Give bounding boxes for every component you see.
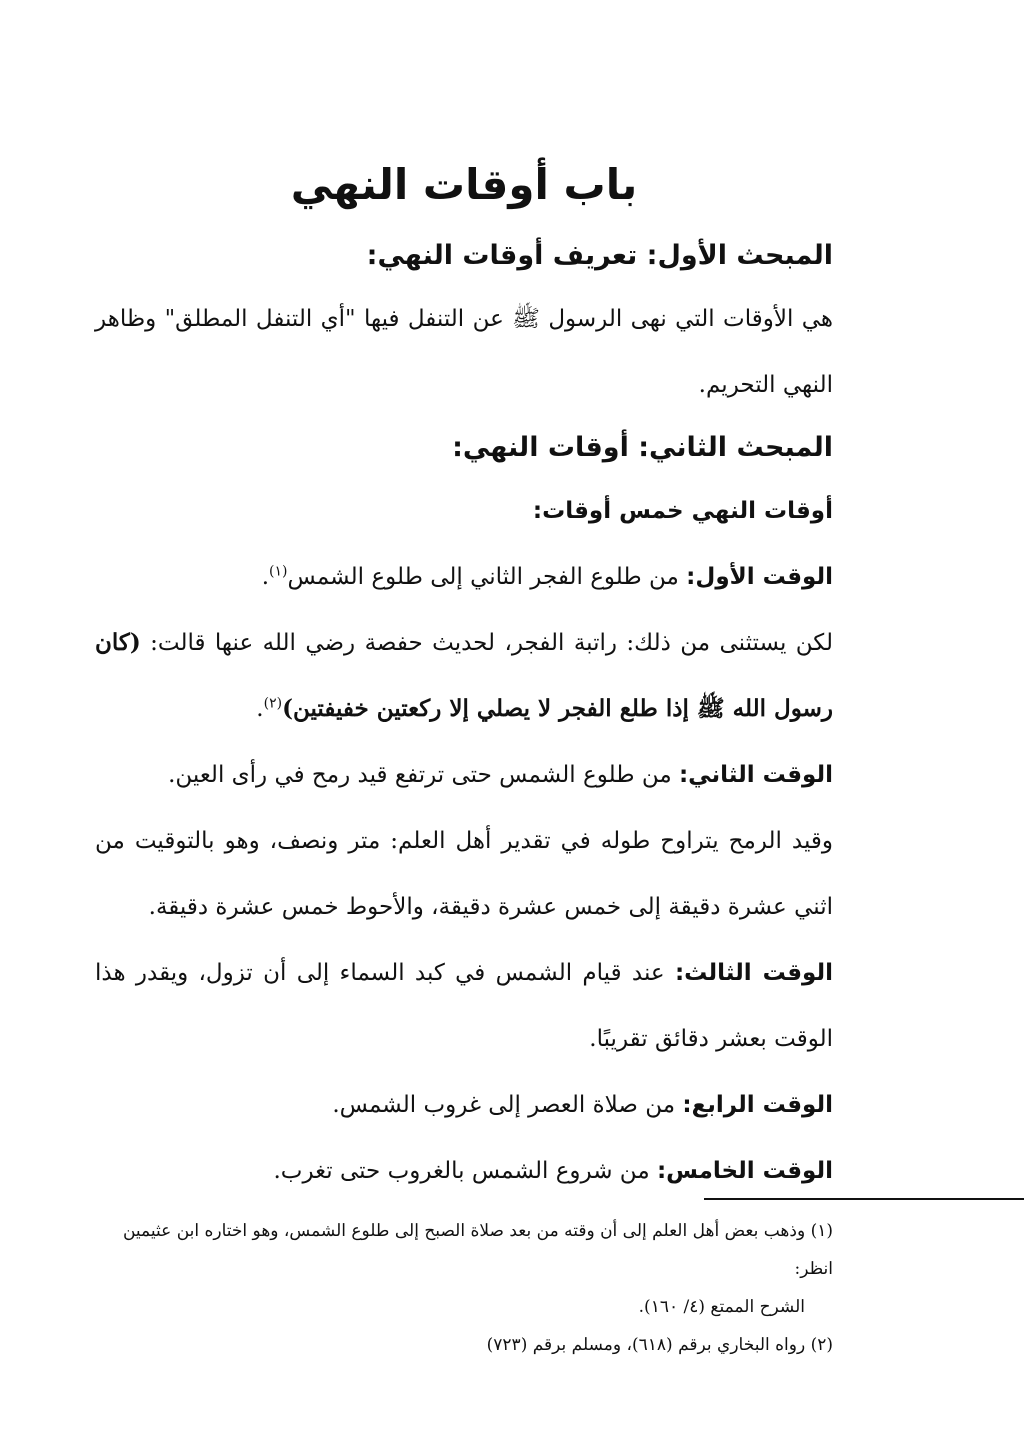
section-2-heading: المبحث الثاني: أوقات النهي: — [452, 432, 833, 463]
time-4-text: من صلاة العصر إلى غروب الشمس. — [332, 1092, 676, 1118]
footnote-divider — [704, 1198, 1024, 1200]
time-4 — [95, 1072, 833, 1138]
time-2-label: الوقت الثاني: — [678, 762, 833, 788]
time-4-label: الوقت الرابع: — [682, 1092, 833, 1118]
time-1-label: الوقت الأول: — [686, 564, 833, 590]
footnote-1-line-2: الشرح الممتع (٤/ ١٦٠). — [638, 1297, 805, 1317]
time-5 — [95, 1138, 833, 1204]
time-3-text: عند قيام الشمس في كبد السماء إلى أن تزول، ويقدر هذا الوقت بعشر دقائق تقريبًا. — [95, 960, 833, 1052]
section-1-heading: المبحث الأول: تعريف أوقات النهي: — [366, 240, 833, 271]
time-3 — [95, 940, 833, 1072]
exception-quote: (كان رسول الله ﷺ إذا طلع الفجر لا يصلي إلا ركعتين خفيفتين) — [95, 629, 833, 722]
footnote-ref-2[interactable]: (٢) — [263, 695, 283, 712]
section-1-text: هي الأوقات التي نهى الرسول ﷺ عن التنفل فيها "أي التنفل المطلق" وظاهر النهي التحريم. — [95, 306, 833, 398]
time-3-label: الوقت الثالث: — [674, 960, 833, 986]
time-2 — [95, 742, 833, 808]
footnotes — [95, 1212, 833, 1364]
chapter-title: باب أوقات النهي — [290, 160, 638, 209]
footnote-1-line-1: (١) وذهب بعض أهل العلم إلى أن وقته من بعد صلاة الصبح إلى طلوع الشمس، وهو اختاره ابن عثيمين انظر: — [122, 1221, 833, 1279]
section-2-intro — [95, 478, 833, 544]
time-1: الوقت الأول: من طلوع الفجر الثاني إلى طلوع الشمس$^{(١)}$. — [261, 563, 833, 590]
time-2-text: من طلوع الشمس حتى ترتفع قيد رمح في رأى العين. — [168, 762, 672, 788]
exception-text: لكن يستثنى من ذلك: راتبة الفجر، لحديث حفصة رضي الله عنها قالت: — [150, 630, 834, 656]
time-5-label: الوقت الخامس: — [656, 1158, 833, 1184]
page-body — [95, 150, 833, 1204]
intro-text: أوقات النهي خمس أوقات: — [532, 498, 833, 524]
footnote-ref-1[interactable]: (١) — [269, 563, 288, 580]
footnote-2: (٢) رواه البخاري برقم (٦١٨)، ومسلم برقم (٧٢٣) — [486, 1335, 833, 1355]
time-2-detail: وقيد الرمح يتراوح طوله في تقدير أهل العلم: متر ونصف، وهو بالتوقيت من اثني عشرة دقيقة إلى خمس عشرة دقيقة، والأحوط خمس عشرة دقيقة. — [95, 828, 833, 920]
time-5-text: من شروع الشمس بالغروب حتى تغرب. — [273, 1158, 650, 1184]
exception: لكن يستثنى من ذلك: راتبة الفجر، لحديث حفصة رضي الله عنها قالت: (كان رسول الله ﷺ إذا طلع الفجر لا يصلي إلا ركعتين خفيفتين)$^{(٢)}$. — [95, 629, 834, 722]
time-1-text: من طلوع الفجر الثاني إلى طلوع الشمس — [287, 564, 679, 590]
